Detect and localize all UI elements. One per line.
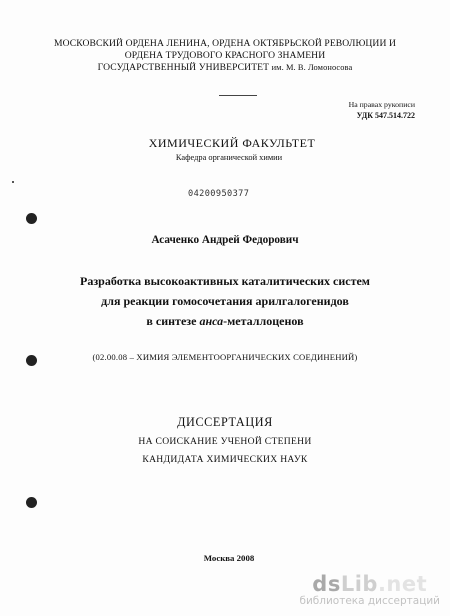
university-line-1: МОСКОВСКИЙ ОРДЕНА ЛЕНИНА, ОРДЕНА ОКТЯБРЬСКОЙ РЕВОЛЮЦИИ И — [53, 38, 397, 49]
header-divider — [219, 95, 257, 96]
thesis-title-line-2: для реакции гомосочетания арилгалогенидов — [101, 294, 349, 308]
binding-hole-top — [26, 213, 37, 224]
udk-code: УДК 547.514.722 — [356, 111, 415, 120]
binding-hole-bottom — [26, 497, 37, 508]
dissertation-label: ДИССЕРТАЦИЯ — [177, 415, 273, 429]
thesis-title-italic-term: анса — [199, 314, 224, 328]
university-line-2: ОРДЕНА ТРУДОВОГО КРАСНОГО ЗНАМЕНИ — [124, 50, 326, 61]
faculty-title: ХИМИЧЕСКИЙ ФАКУЛЬТЕТ — [148, 136, 316, 150]
university-name: ГОСУДАРСТВЕННЫЙ УНИВЕРСИТЕТ — [97, 62, 270, 73]
degree-line-2: КАНДИДАТА ХИМИЧЕСКИХ НАУК — [142, 454, 308, 465]
university-line-3 — [0, 62, 450, 75]
thesis-title-line-1: Разработка высокоактивных каталитических систем — [80, 274, 370, 288]
degree-line-1: НА СОИСКАНИЕ УЧЕНОЙ СТЕПЕНИ — [138, 436, 312, 447]
manuscript-note: На правах рукописи — [348, 100, 415, 109]
university-name-suffix: им. М. В. Ломоносова — [271, 63, 353, 72]
thesis-title-suffix: -металлоценов — [223, 314, 304, 328]
watermark-subtitle: библиотека диссертаций — [299, 595, 440, 607]
thesis-title-line-3 — [0, 311, 450, 331]
specialty-code: (02.00.08 – ХИМИЯ ЭЛЕМЕНТООРГАНИЧЕСКИХ СОЕДИНЕНИЙ) — [92, 352, 358, 362]
city-year: Москва 2008 — [203, 553, 255, 563]
registration-number: 04200950377 — [188, 189, 250, 199]
author-name: Асаченко Андрей Федорович — [151, 234, 299, 246]
department-name: Кафедра органической химии — [175, 153, 283, 162]
binding-hole-middle — [26, 355, 37, 366]
scan-speck — [12, 181, 14, 183]
watermark — [299, 573, 440, 608]
watermark-logo: dsLib.net — [312, 572, 428, 596]
thesis-title-prefix: в синтезе — [146, 314, 197, 328]
